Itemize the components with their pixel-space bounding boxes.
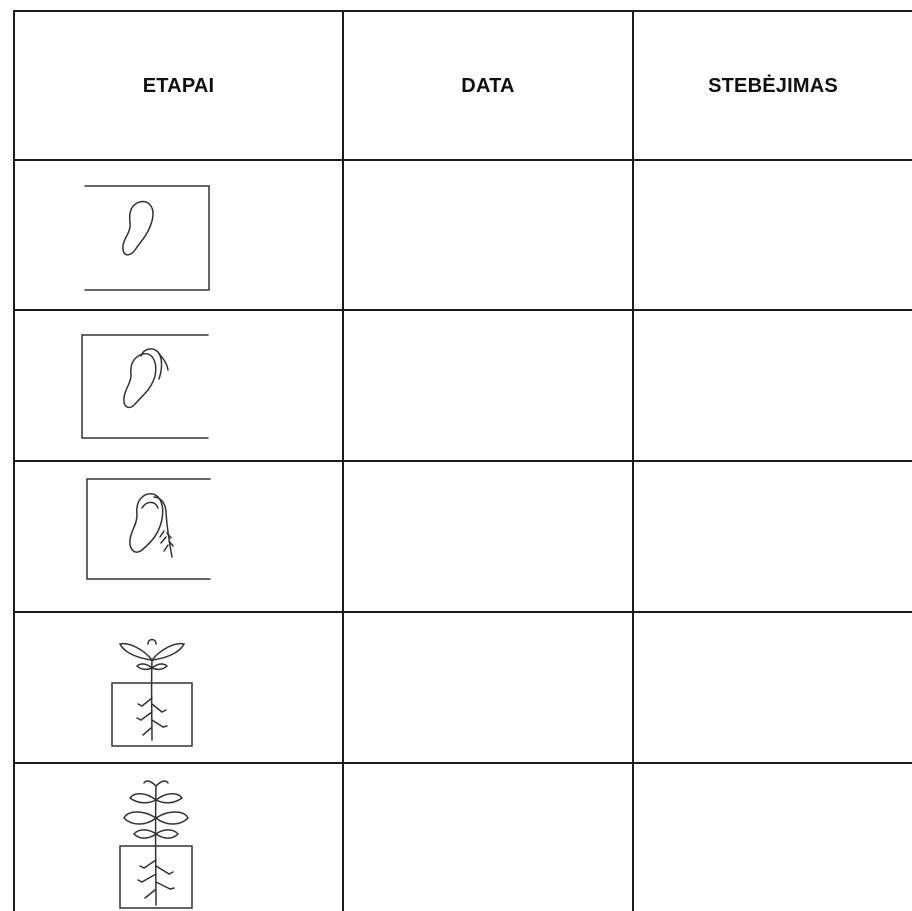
header-etapai: ETAPAI bbox=[142, 74, 215, 97]
data-cell[interactable] bbox=[344, 764, 632, 911]
observation-cell[interactable] bbox=[634, 161, 912, 309]
header-stebejimas: STEBĖJIMAS bbox=[708, 74, 838, 97]
bean-with-root-icon bbox=[82, 475, 214, 585]
data-cell[interactable] bbox=[344, 311, 632, 460]
bean-seed-icon bbox=[80, 182, 214, 296]
data-cell[interactable] bbox=[344, 613, 632, 762]
header-data: DATA bbox=[461, 74, 515, 97]
sprouting-bean-icon bbox=[78, 332, 214, 444]
seedling-icon bbox=[100, 628, 210, 752]
observation-cell[interactable] bbox=[634, 311, 912, 460]
data-cell[interactable] bbox=[344, 462, 632, 611]
observation-cell[interactable] bbox=[634, 764, 912, 911]
observation-cell[interactable] bbox=[634, 613, 912, 762]
observation-cell[interactable] bbox=[634, 462, 912, 611]
young-plant-icon bbox=[104, 774, 208, 911]
data-cell[interactable] bbox=[344, 161, 632, 309]
